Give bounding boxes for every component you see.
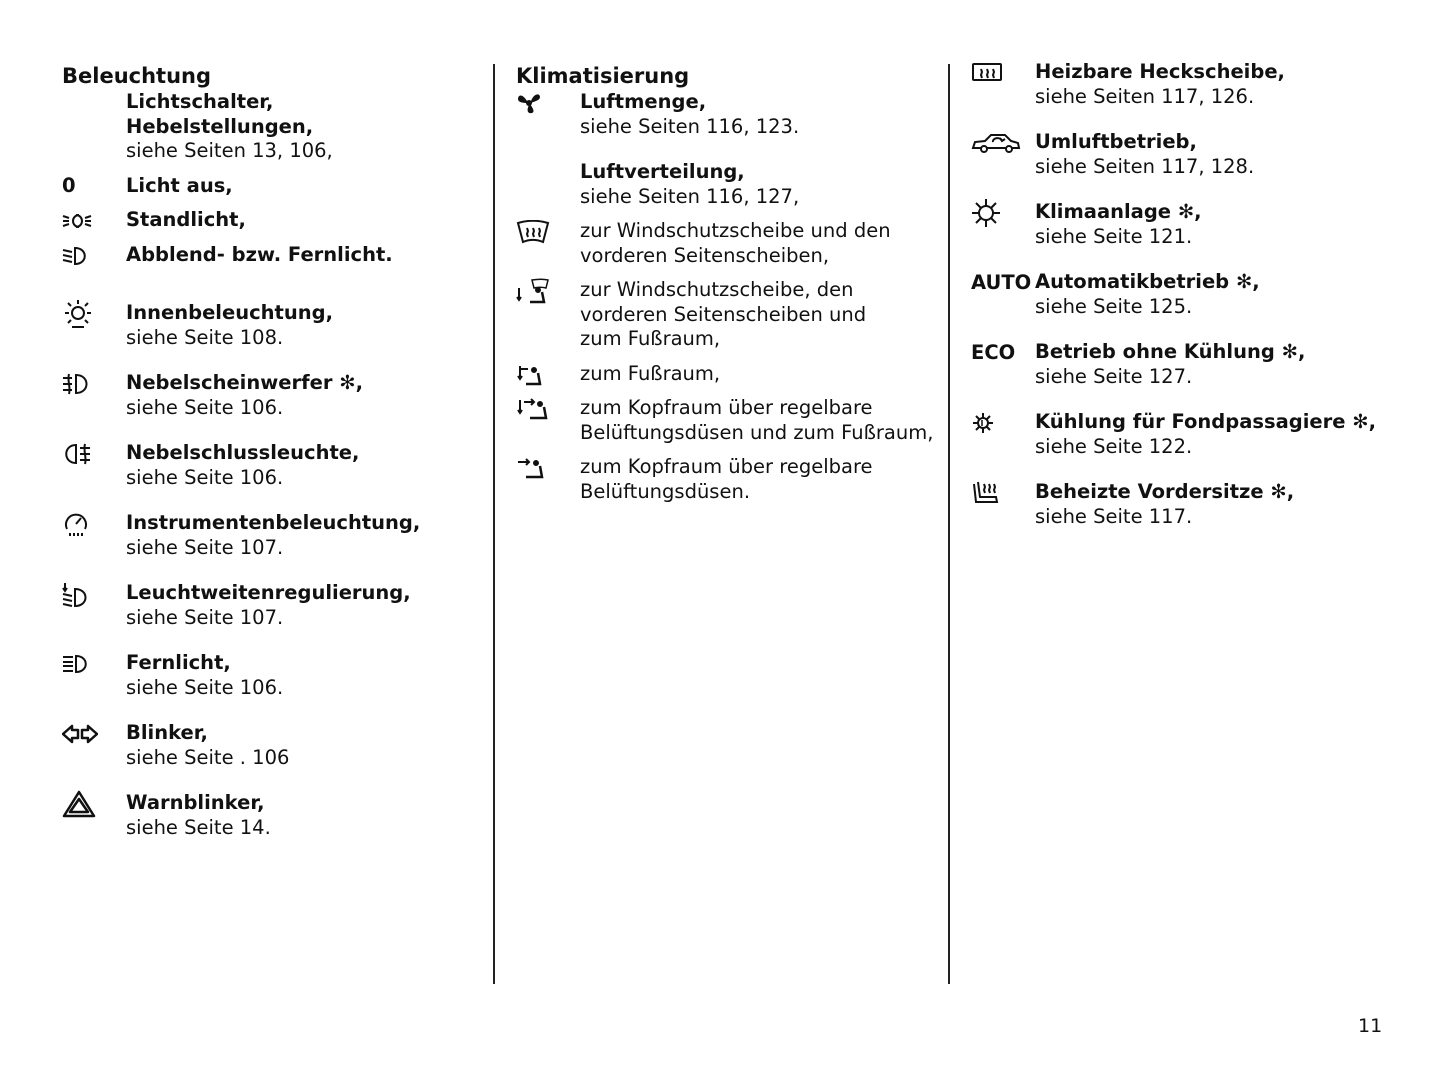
high-beam-icon bbox=[62, 654, 92, 674]
section-heading-climate: Klimatisierung bbox=[516, 64, 690, 88]
windshield-footwell-line-3: zum Fußraum, bbox=[580, 327, 721, 350]
recirculation-icon bbox=[971, 132, 1021, 154]
windshield-defrost-icon bbox=[516, 220, 550, 244]
air-distribution-label: Luftverteilung, bbox=[580, 160, 745, 183]
label-comma: , bbox=[1252, 270, 1260, 293]
instrument-illumination-ref: siehe Seite 107. bbox=[126, 535, 284, 559]
recirculation-label: Umluftbetrieb, bbox=[1035, 130, 1197, 153]
low-high-beam-label: Abblend- bzw. Fernlicht. bbox=[126, 242, 393, 266]
entry-auto-mode bbox=[971, 270, 1411, 319]
windshield-footwell-line-1: zur Windschutzscheibe, den bbox=[580, 278, 854, 301]
recirculation-ref: siehe Seiten 117, 128. bbox=[1035, 154, 1255, 178]
entry-instrument-illumination bbox=[62, 511, 482, 560]
label-comma: , bbox=[1194, 200, 1202, 223]
rear-window-heating-ref: siehe Seiten 117, 126. bbox=[1035, 84, 1255, 108]
entry-head-vent bbox=[516, 455, 941, 504]
interior-light-label: Innenbeleuchtung, bbox=[126, 301, 333, 324]
eco-mode-ref: siehe Seite 127. bbox=[1035, 364, 1193, 388]
entry-turn-signal bbox=[62, 721, 482, 770]
column-divider bbox=[948, 64, 950, 984]
windshield-line-1: zur Windschutzscheibe und den bbox=[580, 219, 891, 242]
lever-positions-label: Hebelstellungen, bbox=[126, 114, 314, 138]
auto-mode-ref: siehe Seite 125. bbox=[1035, 294, 1193, 318]
entry-headlight-range bbox=[62, 581, 482, 630]
entry-rear-fog-light bbox=[62, 441, 482, 490]
entry-light-switch bbox=[62, 90, 482, 164]
entry-air-volume bbox=[516, 90, 941, 139]
windshield-line-2: vorderen Seitenscheiben, bbox=[580, 243, 830, 267]
entry-parking-light bbox=[62, 208, 482, 233]
headlight-range-ref: siehe Seite 107. bbox=[126, 605, 284, 629]
light-off-label: Licht aus, bbox=[126, 173, 233, 197]
entry-high-beam bbox=[62, 651, 482, 700]
optional-equipment-star: ✻ bbox=[1177, 200, 1195, 223]
seat-heating-icon bbox=[971, 480, 1001, 506]
windshield-footwell-line-2: vorderen Seitenscheiben und bbox=[580, 302, 867, 326]
air-volume-label: Luftmenge, bbox=[580, 90, 707, 113]
section-heading-lighting: Beleuchtung bbox=[62, 64, 212, 88]
low-beam-icon bbox=[62, 246, 92, 266]
entry-footwell bbox=[516, 362, 941, 387]
turn-signal-icon bbox=[62, 724, 98, 744]
column-lighting bbox=[62, 58, 482, 840]
entry-recirculation bbox=[971, 130, 1411, 179]
optional-equipment-star: ✻ bbox=[1235, 270, 1253, 293]
front-fog-light-icon bbox=[62, 373, 92, 395]
seat-heating-ref: siehe Seite 117. bbox=[1035, 504, 1193, 528]
head-vent-line-1: zum Kopfraum über regelbare bbox=[580, 455, 873, 478]
headlight-range-icon bbox=[62, 581, 92, 607]
entry-low-high-beam bbox=[62, 243, 482, 268]
rear-window-heating-label: Heizbare Heckscheibe, bbox=[1035, 60, 1285, 83]
air-distribution-ref: siehe Seiten 116, 127, bbox=[580, 184, 800, 208]
turn-signal-label: Blinker, bbox=[126, 721, 208, 744]
rear-window-heating-icon bbox=[971, 62, 1003, 84]
optional-equipment-star: ✻ bbox=[339, 371, 356, 394]
entry-light-off bbox=[62, 174, 482, 199]
rear-cooling-label: Kühlung für Fondpassagiere bbox=[1035, 410, 1346, 433]
entry-eco-mode bbox=[971, 340, 1411, 389]
footwell-line-1: zum Fußraum, bbox=[580, 361, 721, 385]
turn-signal-ref: siehe Seite . 106 bbox=[126, 745, 290, 769]
optional-equipment-star: ✻ bbox=[1352, 410, 1369, 433]
rear-cooling-ref: siehe Seite 122. bbox=[1035, 434, 1193, 458]
hazard-warning-icon bbox=[62, 790, 96, 818]
hazard-warning-ref: siehe Seite 14. bbox=[126, 815, 271, 839]
head-footwell-icon bbox=[516, 397, 550, 421]
entry-front-fog-light bbox=[62, 371, 482, 420]
column-climate-controls bbox=[971, 58, 1411, 529]
column-climate bbox=[516, 58, 941, 504]
windshield-footwell-icon bbox=[516, 278, 550, 304]
entry-air-conditioning bbox=[971, 200, 1411, 249]
entry-interior-light bbox=[62, 301, 482, 350]
front-fog-light-ref: siehe Seite 106. bbox=[126, 395, 284, 419]
light-switch-label: Lichtschalter, bbox=[126, 90, 274, 113]
entry-seat-heating bbox=[971, 480, 1411, 529]
entry-windshield-footwell bbox=[516, 278, 941, 352]
air-conditioning-label: Klimaanlage bbox=[1035, 200, 1172, 223]
high-beam-ref: siehe Seite 106. bbox=[126, 675, 284, 699]
light-off-symbol: 0 bbox=[62, 174, 76, 198]
auto-mode-symbol: AUTO bbox=[971, 270, 1032, 294]
rear-fog-light-icon bbox=[62, 443, 92, 465]
column-divider bbox=[493, 64, 495, 984]
light-switch-ref: siehe Seiten 13, 106, bbox=[126, 139, 333, 162]
head-footwell-line-2: Belüftungsdüsen und zum Fußraum, bbox=[580, 420, 934, 444]
high-beam-label: Fernlicht, bbox=[126, 651, 231, 674]
entry-rear-cooling bbox=[971, 410, 1411, 459]
head-vent-line-2: Belüftungsdüsen. bbox=[580, 479, 751, 503]
eco-mode-label: Betrieb ohne Kühlung bbox=[1035, 340, 1275, 363]
label-comma: , bbox=[1286, 480, 1295, 503]
label-comma: , bbox=[1368, 410, 1377, 433]
parking-light-label: Standlicht, bbox=[126, 208, 246, 231]
entry-head-footwell bbox=[516, 396, 941, 445]
rear-fog-light-ref: siehe Seite 106. bbox=[126, 465, 284, 489]
eco-mode-symbol: ECO bbox=[971, 340, 1016, 364]
optional-equipment-star: ✻ bbox=[1281, 340, 1298, 363]
head-vent-icon bbox=[516, 456, 546, 480]
rear-cooling-icon bbox=[971, 411, 995, 435]
label-comma: , bbox=[1297, 340, 1306, 363]
head-footwell-line-1: zum Kopfraum über regelbare bbox=[580, 396, 873, 419]
footwell-icon bbox=[516, 363, 546, 387]
air-conditioning-icon bbox=[971, 198, 1001, 228]
parking-light-icon bbox=[62, 211, 92, 231]
interior-light-ref: siehe Seite 108. bbox=[126, 325, 284, 349]
auto-mode-label: Automatikbetrieb bbox=[1035, 270, 1230, 293]
optional-equipment-star: ✻ bbox=[1270, 480, 1287, 503]
air-volume-ref: siehe Seiten 116, 123. bbox=[580, 114, 800, 138]
instrument-illumination-label: Instrumentenbeleuchtung, bbox=[126, 511, 421, 534]
front-fog-light-label: Nebelscheinwerfer bbox=[126, 371, 333, 394]
entry-rear-window-heating bbox=[971, 60, 1411, 109]
hazard-warning-label: Warnblinker, bbox=[126, 791, 265, 814]
instrument-illumination-icon bbox=[62, 511, 90, 537]
label-comma: , bbox=[355, 371, 363, 394]
entry-windshield bbox=[516, 219, 941, 268]
interior-light-icon bbox=[62, 299, 94, 329]
entry-air-distribution bbox=[516, 160, 941, 209]
seat-heating-label: Beheizte Vordersitze bbox=[1035, 480, 1264, 503]
air-conditioning-ref: siehe Seite 121. bbox=[1035, 224, 1193, 248]
entry-hazard-warning bbox=[62, 791, 482, 840]
rear-fog-light-label: Nebelschlussleuchte, bbox=[126, 441, 360, 464]
page-number: 11 bbox=[1358, 1015, 1383, 1037]
headlight-range-label: Leuchtweitenregulierung, bbox=[126, 581, 411, 604]
fan-icon bbox=[516, 91, 542, 115]
